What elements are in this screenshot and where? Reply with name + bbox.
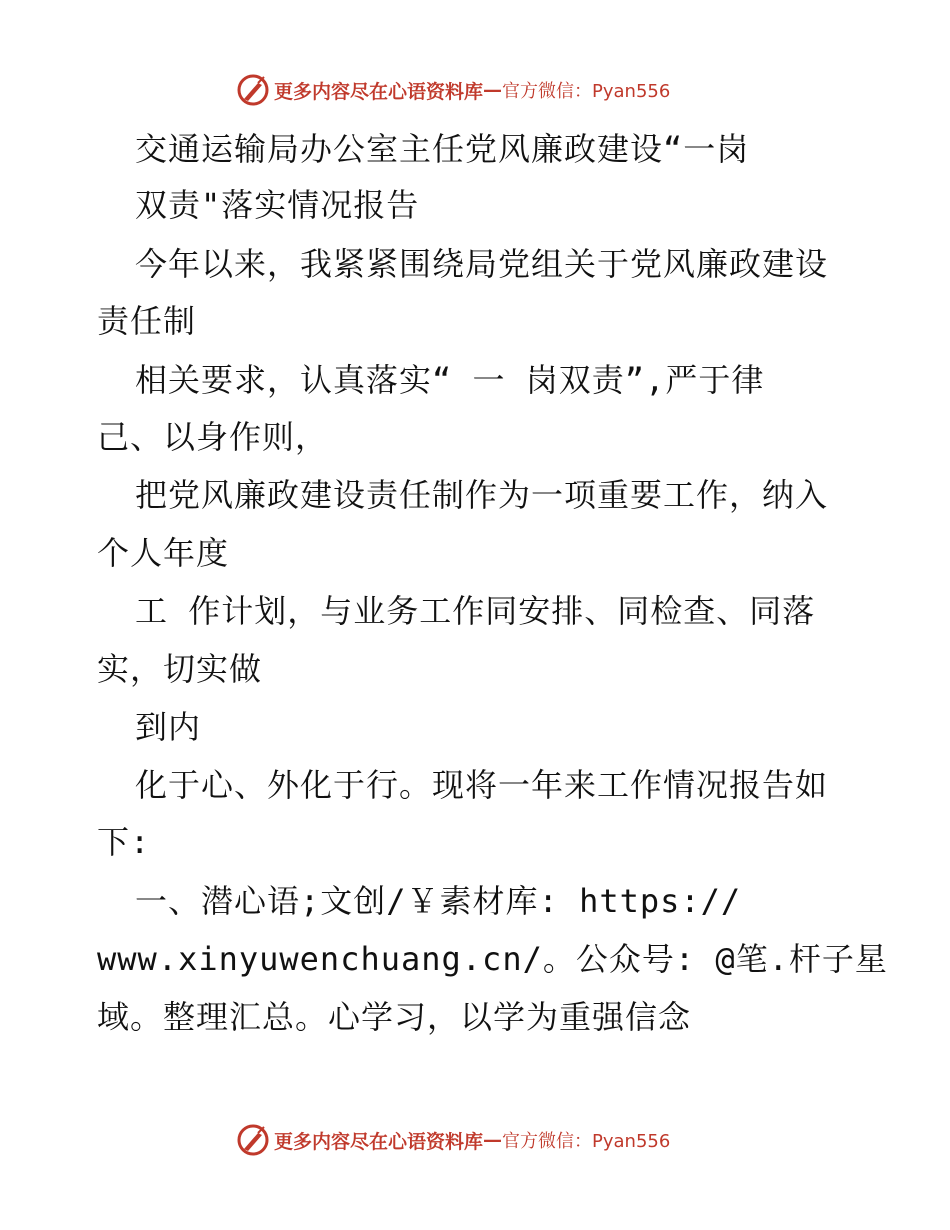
doc-paragraph-line: 己、以身作则， [97,418,329,456]
doc-paragraph-line: 域。整理汇总。心学习，以学为重强信念 [97,998,692,1036]
watermark-wechat-text: 官方微信：Pyan556 [502,81,671,102]
doc-title-line-1: 交通运输局办公室主任党风廉政建设“一岗 [135,130,750,168]
doc-paragraph-line: 相关要求，认真落实“ 一 岗双责”,严于律 [135,361,765,399]
doc-paragraph-line: 化于心、外化于行。现将一年来工作情况报告如 [135,766,829,804]
watermark-site-text: 更多内容尽在心语资料库 [274,80,484,103]
doc-paragraph-line: 把党风廉政建设责任制作为一项重要工作，纳入 [135,476,829,514]
watermark-dash: — [483,1129,503,1151]
watermark-dash: — [483,79,503,101]
doc-paragraph-line: www.xinyuwenchuang.cn/。公众号: @笔.杆子星 [97,940,888,978]
quill-pen-seal-icon [236,73,270,107]
doc-title-line-2: 双责"落实情况报告 [135,186,420,224]
watermark-wechat-text: 官方微信：Pyan556 [502,1131,671,1152]
doc-paragraph-line: 实，切实做 [97,650,263,688]
doc-paragraph-line: 到内 [135,708,202,746]
quill-pen-seal-icon [236,1123,270,1157]
watermark-footer [236,1122,670,1158]
doc-paragraph-line: 个人年度 [97,534,230,572]
doc-paragraph-line: 责任制 [97,302,197,340]
watermark-site-text: 更多内容尽在心语资料库 [274,1130,484,1153]
doc-paragraph-line: 一、潜心语;文创/￥素材库: https:// [135,882,742,920]
watermark-header [236,72,670,108]
doc-paragraph-line: 工 作计划，与业务工作同安排、同检查、同落 [135,592,816,630]
doc-paragraph-line: 下: [97,823,151,861]
doc-paragraph-line: 今年以来，我紧紧围绕局党组关于党风廉政建设 [135,245,829,283]
